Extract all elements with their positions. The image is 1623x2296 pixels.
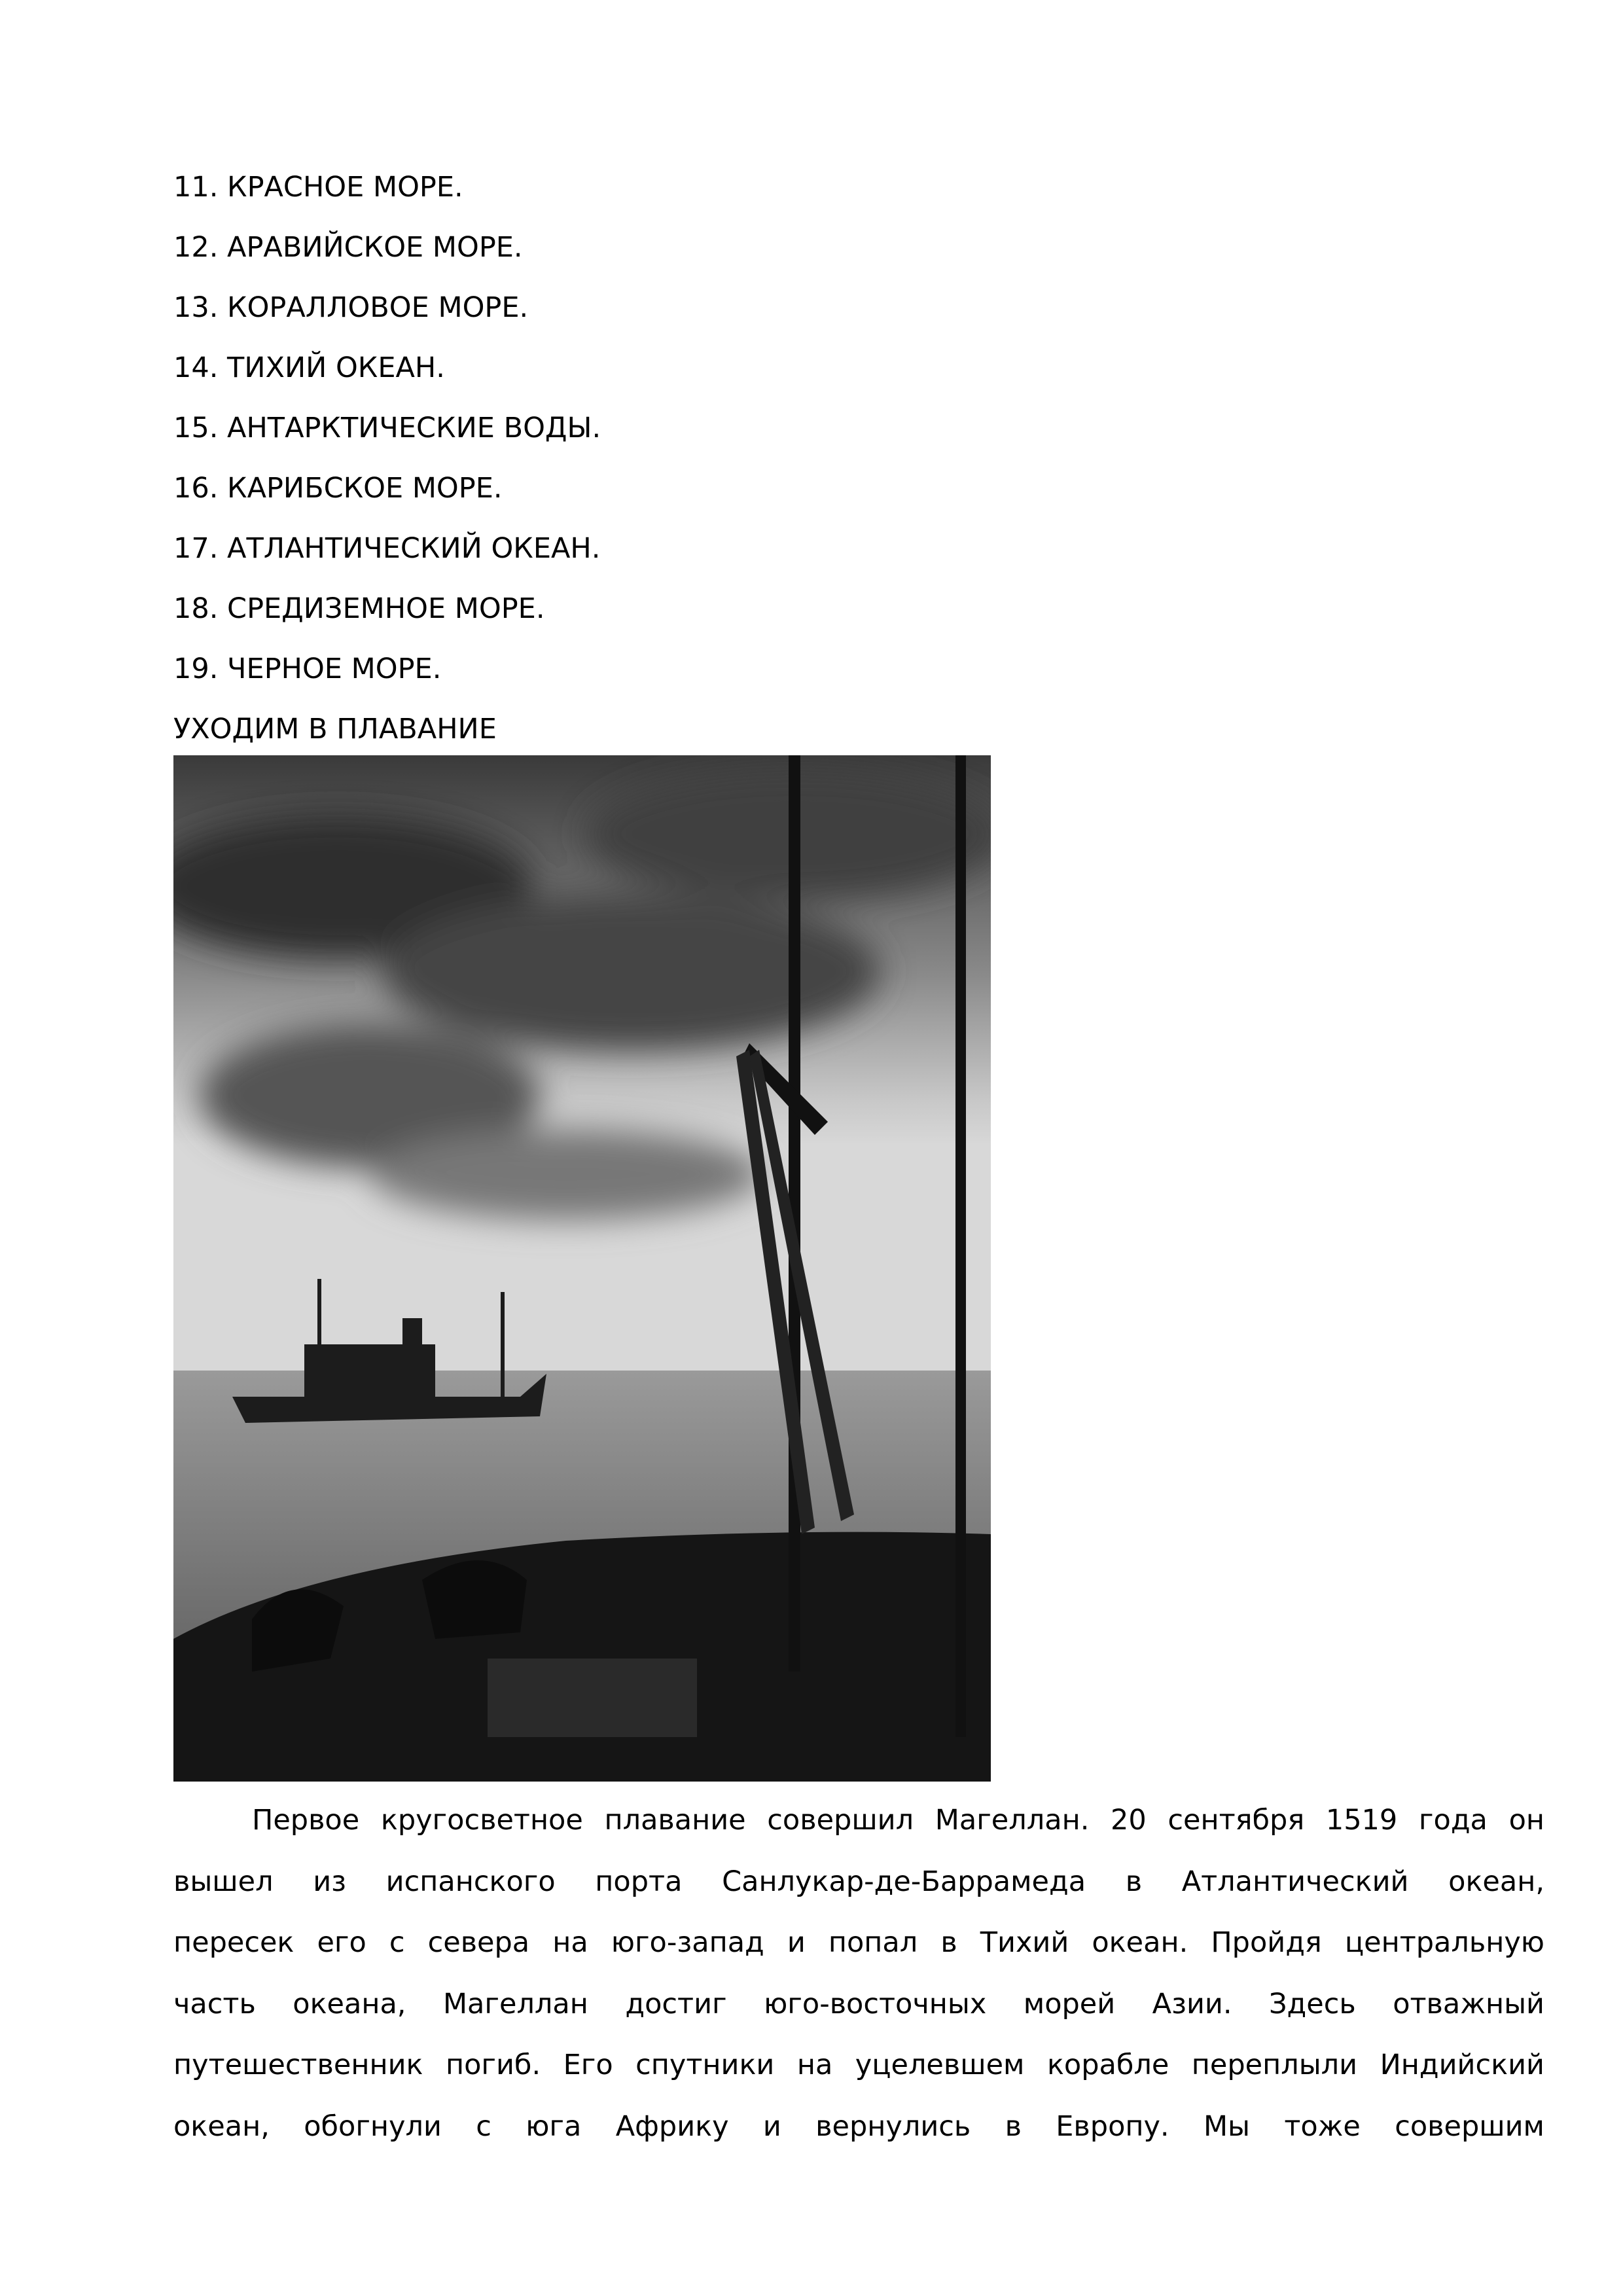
paragraph-line: часть океана, Магеллан достиг юго-восточных морей Азии. Здесь отважный — [173, 1987, 1544, 2020]
list-item: 15. АНТАРКТИЧЕСКИЕ ВОДЫ. — [173, 412, 601, 444]
section-heading: УХОДИМ В ПЛАВАНИЕ — [173, 713, 497, 745]
list-item: 12. АРАВИЙСКОЕ МОРЕ. — [173, 231, 523, 264]
list-item: 17. АТЛАНТИЧЕСКИЙ ОКЕАН. — [173, 532, 601, 565]
list-item: 19. ЧЕРНОЕ МОРЕ. — [173, 653, 442, 685]
list-item: 11. КРАСНОЕ МОРЕ. — [173, 171, 463, 204]
paragraph-line: путешественник погиб. Его спутники на уцелевшем корабле переплыли Индийский — [173, 2049, 1544, 2081]
paragraph-line: Первое кругосветное плавание совершил Магеллан. 20 сентября 1519 года он — [252, 1804, 1544, 1837]
list-item: 14. ТИХИЙ ОКЕАН. — [173, 351, 445, 384]
paragraph-line: пересек его с севера на юго-запад и попал в Тихий океан. Пройдя центральную — [173, 1926, 1544, 1959]
body-paragraph — [173, 1790, 1544, 2157]
ship-photo — [173, 755, 991, 1782]
list-item: 13. КОРАЛЛОВОЕ МОРЕ. — [173, 291, 529, 324]
paragraph-line: океан, обогнули с юга Африку и вернулись в Европу. Мы тоже совершим — [173, 2109, 1544, 2143]
paragraph-line: вышел из испанского порта Санлукар-де-Баррамеда в Атлантический океан, — [173, 1865, 1544, 1898]
sea-list — [173, 157, 601, 759]
list-item: 18. СРЕДИЗЕМНОЕ МОРЕ. — [173, 592, 545, 625]
list-item: 16. КАРИБСКОЕ МОРЕ. — [173, 472, 503, 505]
